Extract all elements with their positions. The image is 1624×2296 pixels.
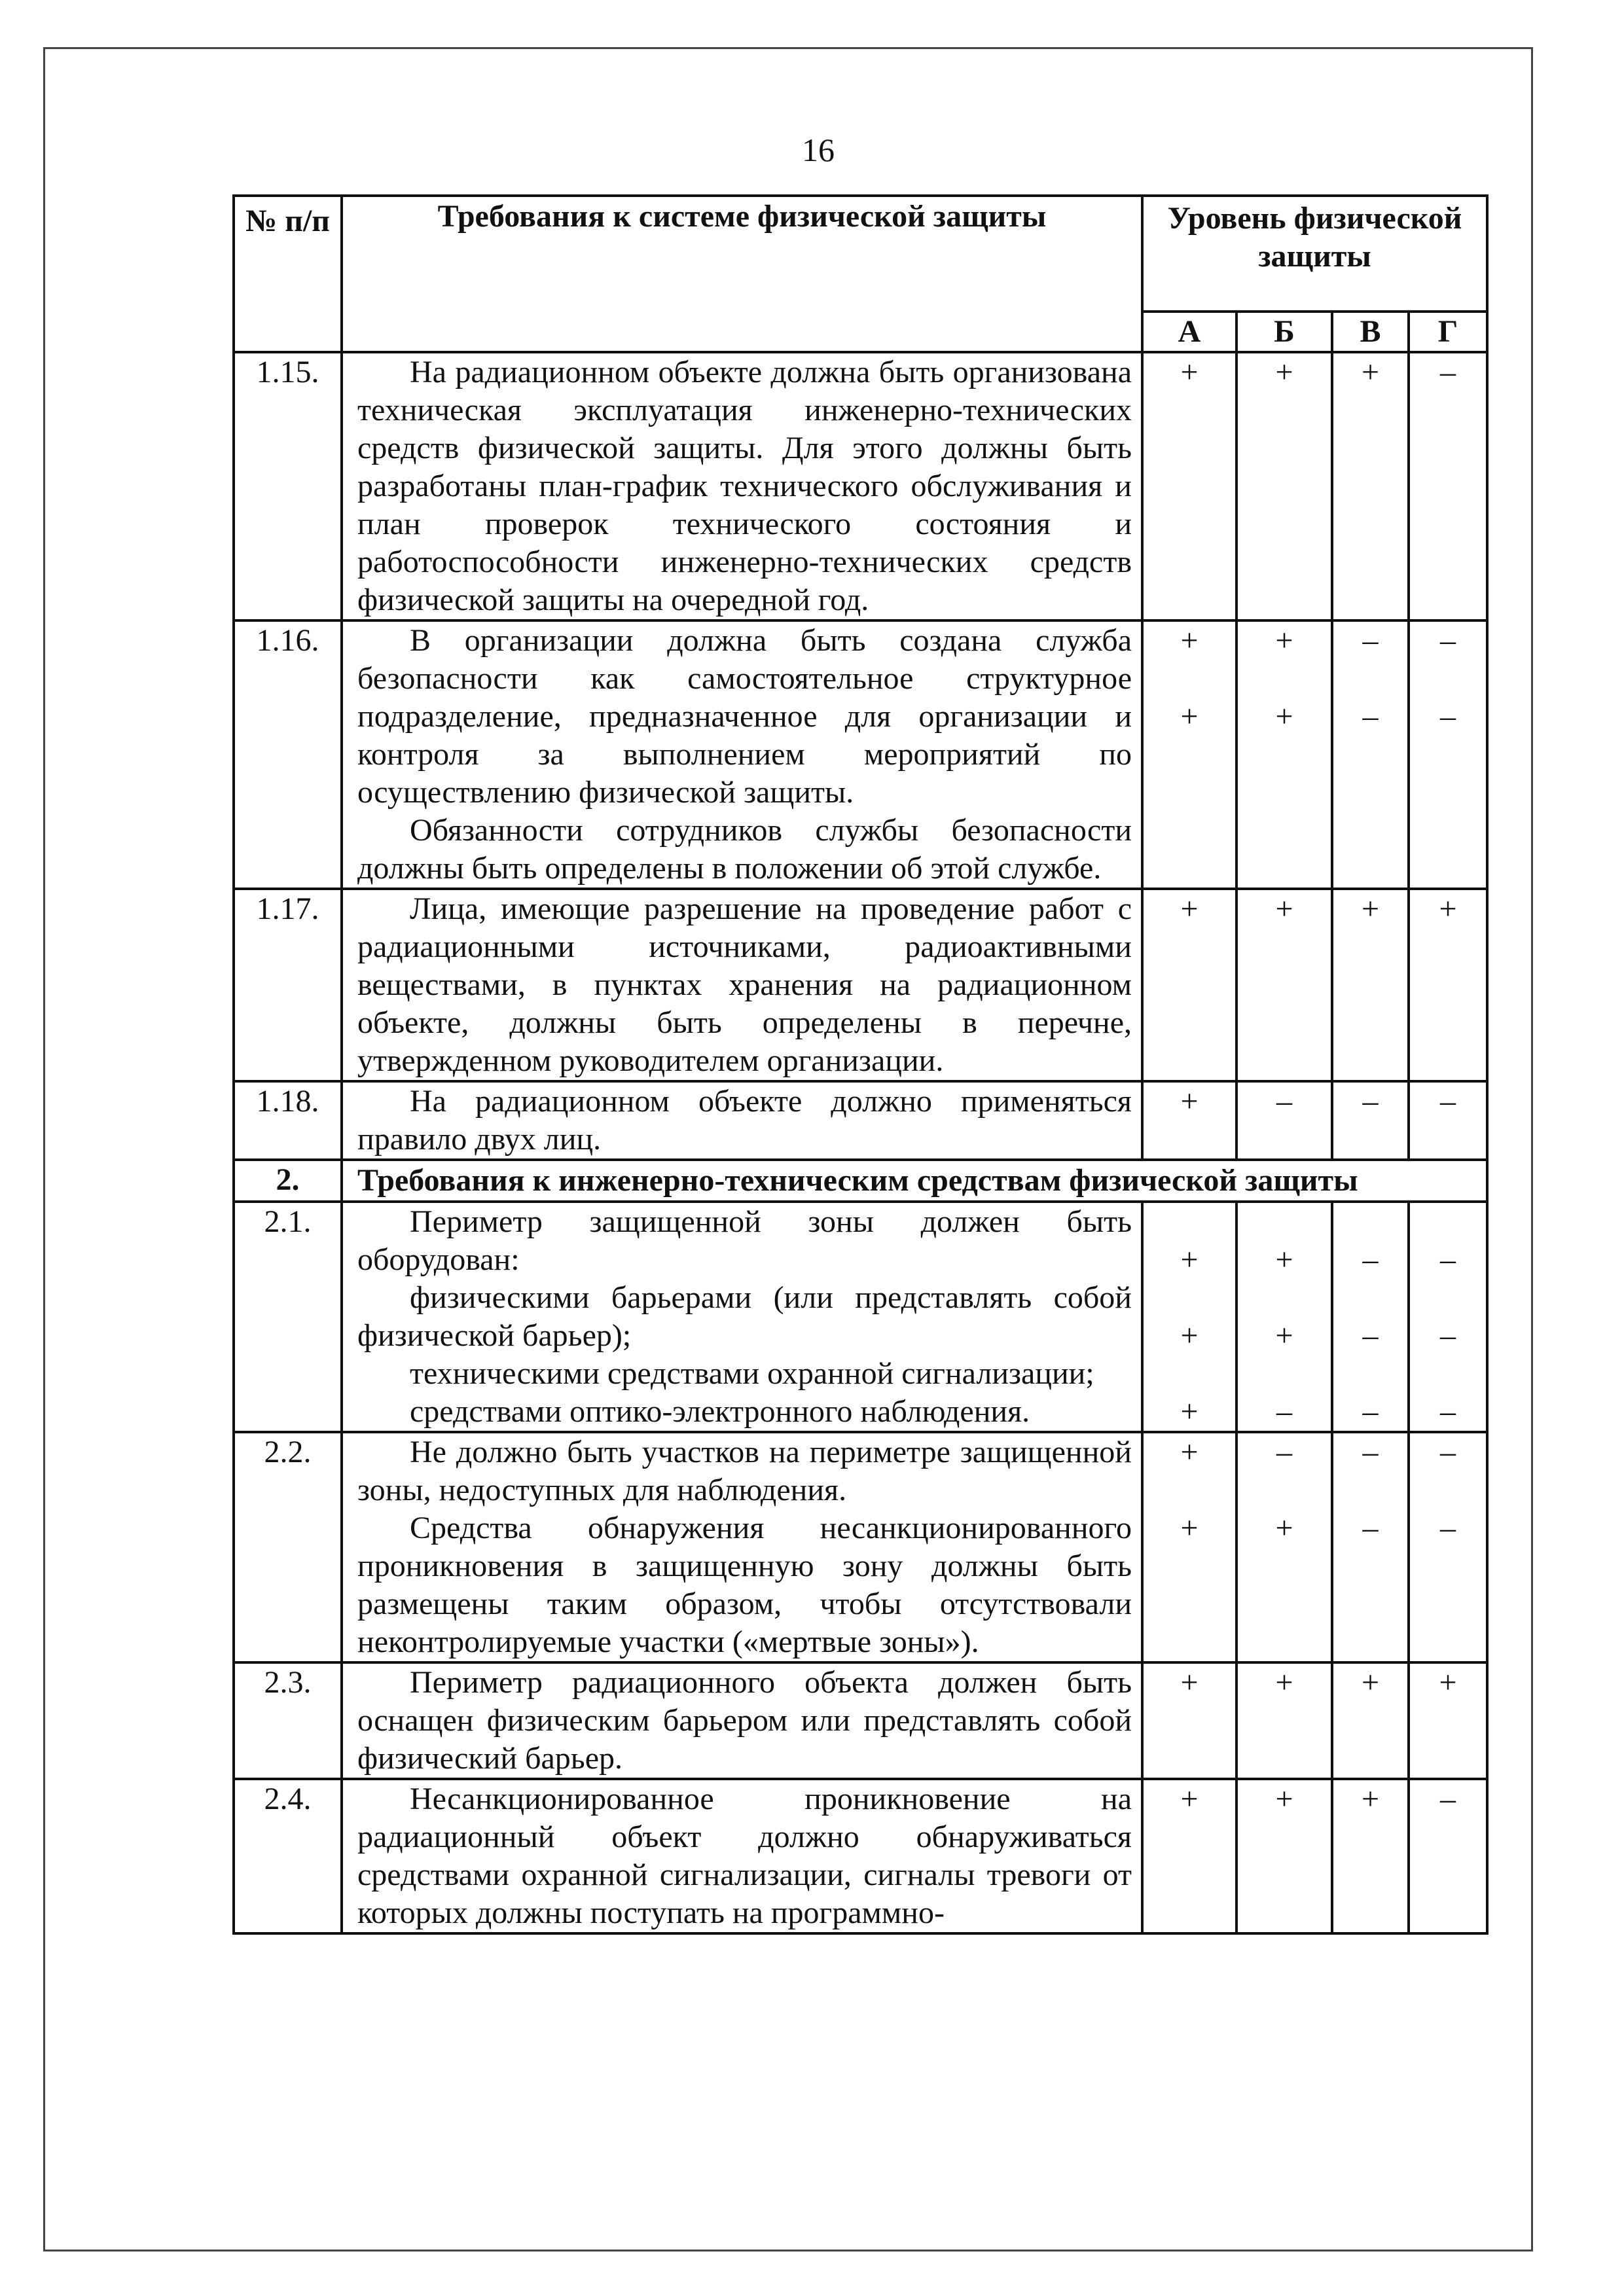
mark-v	[1332, 1779, 1409, 1933]
mark-a	[1142, 352, 1236, 620]
table-row	[234, 1662, 1487, 1779]
mark: –	[1362, 1394, 1379, 1429]
header-level-v: В	[1332, 312, 1409, 352]
mark: +	[1275, 1318, 1293, 1353]
requirements-table	[232, 194, 1489, 1935]
header-requirements: Требования к системе физической защиты	[342, 196, 1142, 352]
mark: +	[1361, 891, 1380, 926]
mark: –	[1362, 1242, 1379, 1277]
section-number: 2.	[234, 1160, 342, 1202]
table-row	[234, 352, 1487, 620]
header-num: № п/п	[234, 196, 342, 352]
page-number: 16	[802, 132, 835, 168]
header-level-b: Б	[1236, 312, 1332, 352]
row-number: 2.4.	[234, 1779, 342, 1933]
mark-g	[1409, 1202, 1487, 1432]
mark-b	[1236, 1779, 1332, 1933]
requirement-paragraph: В организации должна быть создана служба безопасности как самостоятельное структурное подразделение, предназначенное для организации и контроля за выполнением мероприятий по осуществлению физической защиты.	[357, 623, 1132, 810]
mark-g	[1409, 352, 1487, 620]
mark: +	[1275, 699, 1293, 734]
header-level-g: Г	[1409, 312, 1487, 352]
mark: +	[1180, 699, 1199, 734]
requirement-paragraph: Не должно быть участков на периметре защищенной зоны, недоступных для наблюдения.	[357, 1435, 1132, 1507]
requirement-paragraph: техническими средствами охранной сигнализации;	[410, 1356, 1094, 1391]
mark-v	[1332, 1662, 1409, 1779]
header-level-a: А	[1142, 312, 1236, 352]
mark: +	[1180, 1394, 1199, 1429]
mark: +	[1180, 1782, 1199, 1816]
requirement-text	[342, 1432, 1142, 1662]
mark-a	[1142, 1779, 1236, 1933]
mark: –	[1440, 1318, 1456, 1353]
mark: –	[1440, 355, 1456, 389]
mark: +	[1180, 1511, 1199, 1545]
mark-a	[1142, 1202, 1236, 1432]
requirement-paragraph: средствами оптико-электронного наблюдения.	[410, 1394, 1030, 1429]
mark: +	[1361, 1665, 1380, 1700]
requirement-paragraph: На радиационном объекте должно применяться правило двух лиц.	[357, 1084, 1132, 1157]
mark: +	[1275, 1782, 1293, 1816]
mark: +	[1275, 1511, 1293, 1545]
mark: +	[1180, 891, 1199, 926]
mark: +	[1180, 1084, 1199, 1119]
mark: –	[1362, 1435, 1379, 1469]
mark: +	[1439, 891, 1457, 926]
requirement-paragraph: Обязанности сотрудников службы безопасности должны быть определены в положении об этой службе.	[357, 813, 1132, 886]
mark-v	[1332, 1081, 1409, 1160]
mark-g	[1409, 889, 1487, 1081]
mark-a	[1142, 889, 1236, 1081]
mark: –	[1440, 1242, 1456, 1277]
requirement-text	[342, 1081, 1142, 1160]
mark: +	[1361, 1782, 1380, 1816]
mark: +	[1361, 355, 1380, 389]
requirement-text	[342, 889, 1142, 1081]
requirement-paragraph: Несанкционированное проникновение на радиационный объект должно обнаруживаться средствами охранной сигнализации, сигналы тревоги от которых должны поступать на программно-	[357, 1782, 1132, 1930]
mark: +	[1439, 1665, 1457, 1700]
mark: +	[1275, 1242, 1293, 1277]
mark: –	[1440, 1435, 1456, 1469]
requirement-paragraph: Лица, имеющие разрешение на проведение работ с радиационными источниками, радиоактивными веществами, в пунктах хранения на радиационном объекте, должны быть определены в перечне, утвержденном руководителем организации.	[357, 891, 1132, 1078]
requirement-paragraph: На радиационном объекте должна быть организована техническая эксплуатация инженерно-технических средств физической защиты. Для этого должны быть разработаны план-график технического обслуживания и план проверок технического состояния и работоспособности инженерно-технических средств физической защиты на очередной год.	[357, 355, 1132, 617]
row-number: 2.1.	[234, 1202, 342, 1432]
requirement-text	[342, 1202, 1142, 1432]
mark: +	[1275, 355, 1293, 389]
mark: –	[1440, 1394, 1456, 1429]
mark-b	[1236, 889, 1332, 1081]
mark: +	[1180, 355, 1199, 389]
mark-a	[1142, 620, 1236, 889]
section-row	[234, 1160, 1487, 1202]
mark: –	[1362, 699, 1379, 734]
mark-g	[1409, 1662, 1487, 1779]
mark-g	[1409, 1779, 1487, 1933]
mark: –	[1362, 623, 1379, 658]
requirement-paragraph: Периметр защищенной зоны должен быть оборудован:	[357, 1204, 1132, 1277]
mark: –	[1440, 623, 1456, 658]
mark: –	[1276, 1394, 1292, 1429]
header-level: Уровень физической защиты	[1142, 196, 1487, 312]
mark-v	[1332, 1202, 1409, 1432]
mark: +	[1275, 623, 1293, 658]
row-number: 1.16.	[234, 620, 342, 889]
mark: –	[1362, 1084, 1379, 1119]
requirement-paragraph: Периметр радиационного объекта должен быть оснащен физическим барьером или представлять собой физический барьер.	[357, 1665, 1132, 1776]
mark-b	[1236, 1432, 1332, 1662]
mark-a	[1142, 1662, 1236, 1779]
mark-b	[1236, 1081, 1332, 1160]
row-number: 2.3.	[234, 1662, 342, 1779]
mark: –	[1276, 1084, 1292, 1119]
table-row	[234, 1202, 1487, 1432]
mark: +	[1180, 1242, 1199, 1277]
mark-a	[1142, 1081, 1236, 1160]
table-row	[234, 1779, 1487, 1933]
row-number: 1.15.	[234, 352, 342, 620]
mark: +	[1180, 623, 1199, 658]
row-number: 1.17.	[234, 889, 342, 1081]
requirement-text	[342, 1779, 1142, 1933]
requirement-text	[342, 620, 1142, 889]
mark-a	[1142, 1432, 1236, 1662]
mark: –	[1440, 1511, 1456, 1545]
requirement-paragraph: физическими барьерами (или представлять собой физической барьер);	[357, 1280, 1132, 1353]
mark-v	[1332, 620, 1409, 889]
section-title: Требования к инженерно-техническим средствам физической защиты	[342, 1160, 1487, 1202]
mark: +	[1275, 891, 1293, 926]
mark: –	[1440, 699, 1456, 734]
requirement-text	[342, 1662, 1142, 1779]
mark-b	[1236, 620, 1332, 889]
mark: –	[1440, 1782, 1456, 1816]
requirement-text	[342, 352, 1142, 620]
mark: –	[1362, 1511, 1379, 1545]
mark: +	[1180, 1665, 1199, 1700]
row-number: 1.18.	[234, 1081, 342, 1160]
mark-b	[1236, 1202, 1332, 1432]
mark-g	[1409, 1081, 1487, 1160]
table-row	[234, 889, 1487, 1081]
mark-b	[1236, 1662, 1332, 1779]
row-number: 2.2.	[234, 1432, 342, 1662]
mark-v	[1332, 1432, 1409, 1662]
mark-v	[1332, 352, 1409, 620]
mark: +	[1180, 1318, 1199, 1353]
mark: –	[1362, 1318, 1379, 1353]
table-row	[234, 620, 1487, 889]
table-row	[234, 1081, 1487, 1160]
mark: –	[1276, 1435, 1292, 1469]
mark: +	[1180, 1435, 1199, 1469]
mark-g	[1409, 620, 1487, 889]
mark-g	[1409, 1432, 1487, 1662]
mark: +	[1275, 1665, 1293, 1700]
table-row	[234, 1432, 1487, 1662]
mark-b	[1236, 352, 1332, 620]
mark-v	[1332, 889, 1409, 1081]
mark: –	[1440, 1084, 1456, 1119]
requirement-paragraph: Средства обнаружения несанкционированного проникновения в защищенную зону должны быть размещены таким образом, чтобы отсутствовали неконтролируемые участки («мертвые зоны»).	[357, 1511, 1132, 1659]
